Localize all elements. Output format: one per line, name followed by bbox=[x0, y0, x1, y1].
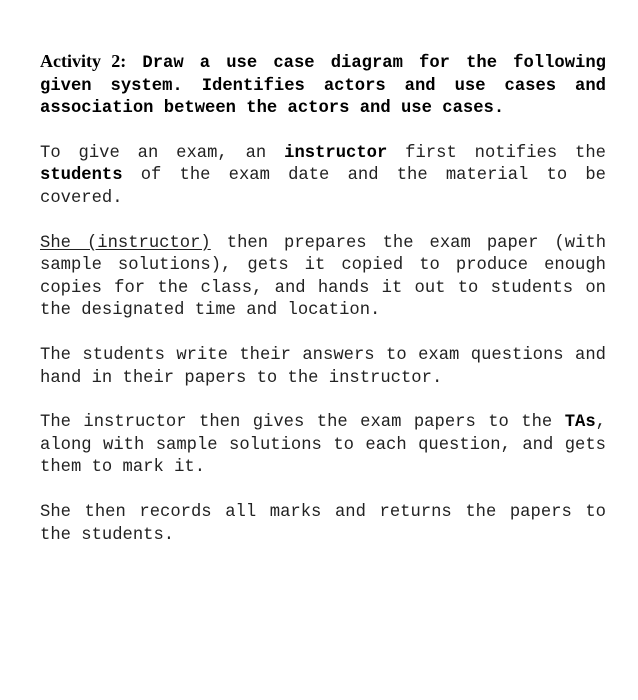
keyword-tas: TAs bbox=[564, 413, 596, 433]
paragraph-records-marks bbox=[40, 502, 606, 547]
paragraph-students-answer bbox=[40, 345, 606, 390]
paragraph-text: then prepares the exam paper (with sample solutions), gets it copied to produce enough copies for the class, and hands it out to students on the designated time and location. bbox=[40, 233, 607, 321]
document-body bbox=[40, 50, 606, 569]
paragraph-text: of the exam date and the material to be covered. bbox=[40, 166, 606, 208]
paragraph-text: The instructor then gives the exam papers to the bbox=[40, 413, 565, 433]
paragraph-exam-notification bbox=[40, 143, 606, 211]
paragraph-text: To give an exam, an bbox=[40, 143, 285, 163]
paragraph-tas-marking bbox=[40, 412, 606, 480]
paragraph-text: first notifies the bbox=[387, 143, 606, 163]
paragraph-text: The students write their answers to exam questions and hand in their papers to the instructor. bbox=[40, 345, 606, 388]
keyword-students: students bbox=[40, 166, 123, 186]
activity-label: Activity 2: bbox=[40, 51, 127, 71]
she-instructor-underlined: She (instructor) bbox=[40, 233, 211, 253]
paragraph-text: She then records all marks and returns the papers to the students. bbox=[40, 502, 606, 545]
keyword-instructor: instructor bbox=[284, 143, 388, 163]
paragraph-exam-preparation bbox=[40, 233, 606, 323]
activity-heading bbox=[40, 50, 606, 121]
activity-instructions: Draw a use case diagram for the following given system. Identifies actors and use cases and association between the actors and use cases. bbox=[40, 54, 606, 119]
paragraph-text: , along with sample solutions to each question, and gets them to mark it. bbox=[40, 413, 606, 478]
